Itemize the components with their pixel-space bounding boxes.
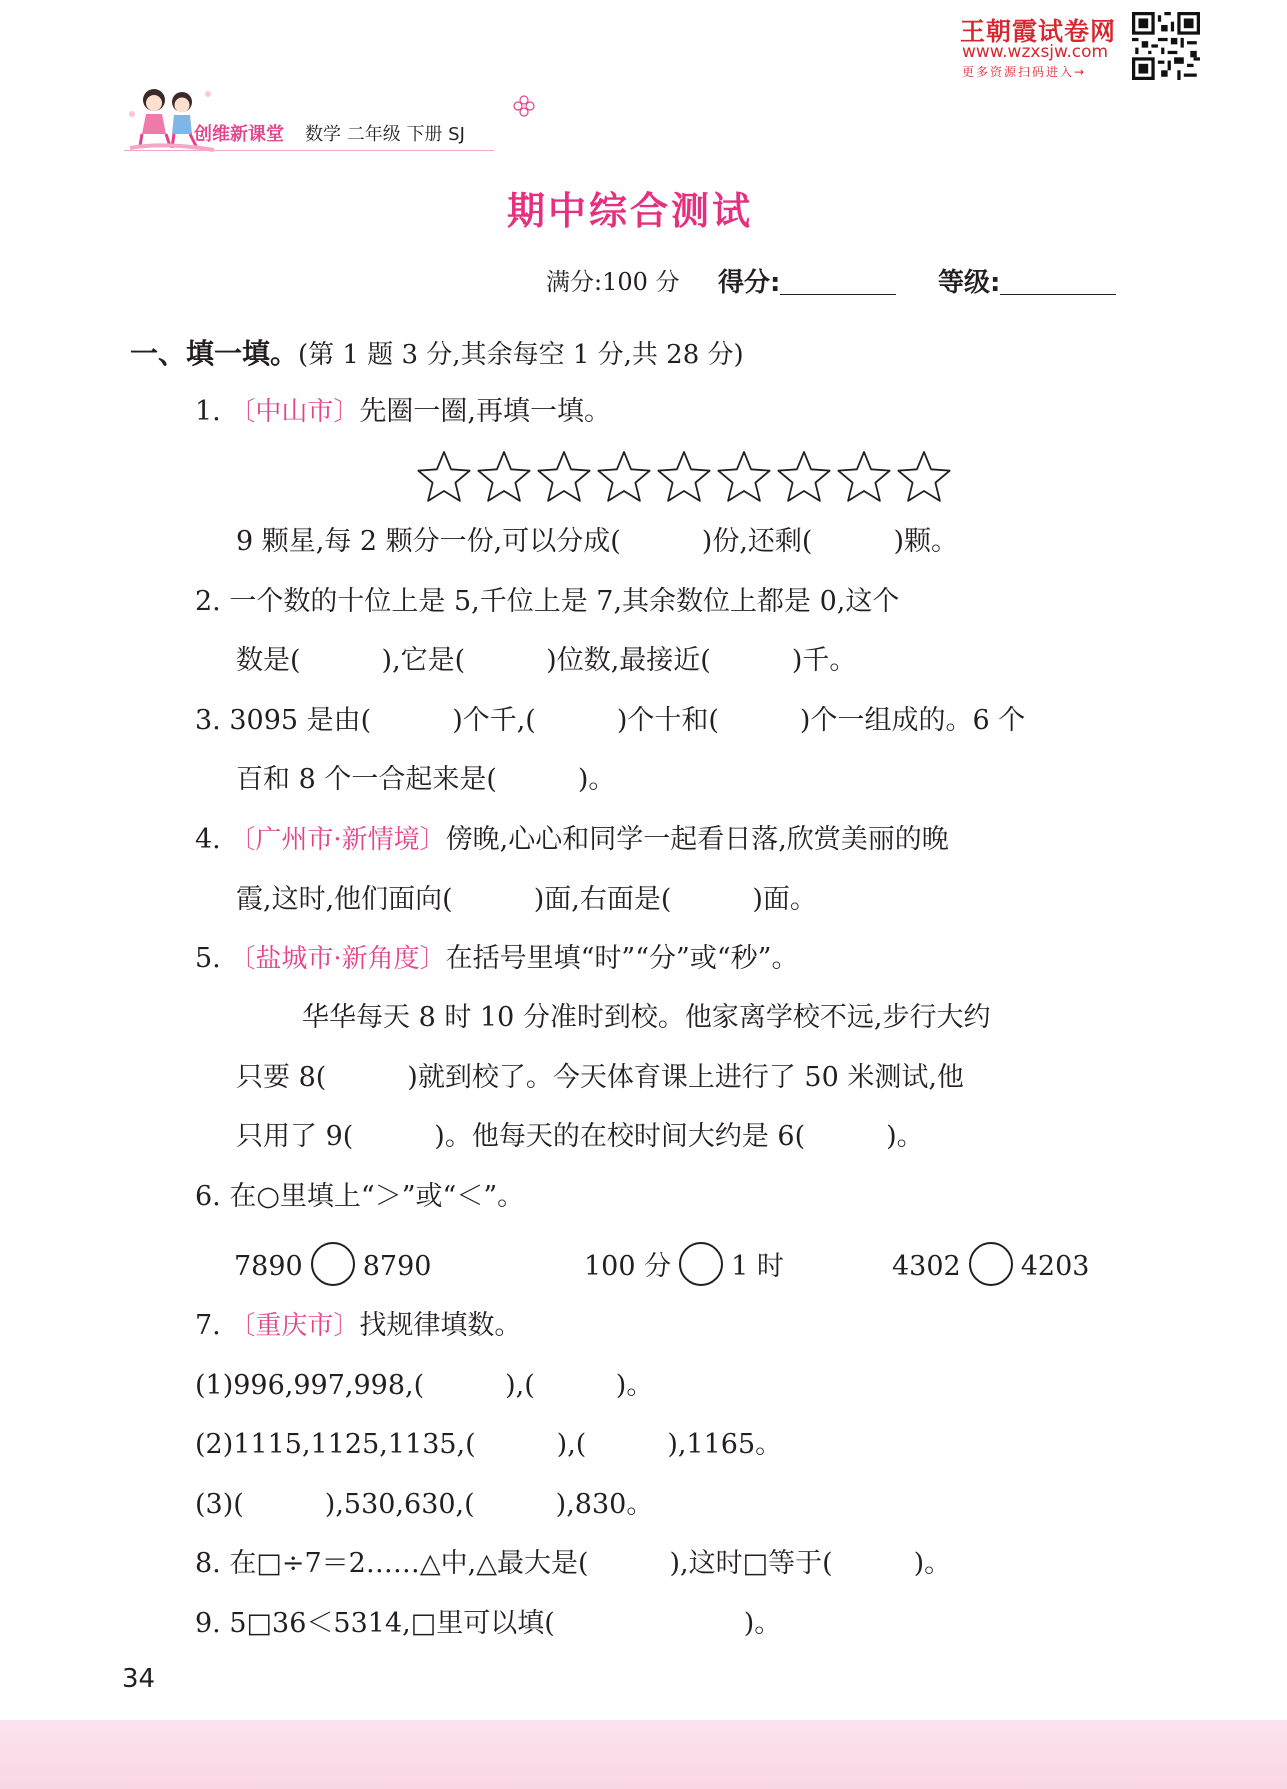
compare-right: 1 时: [731, 1251, 784, 1282]
compare-item-2: [584, 1242, 784, 1287]
star-icon: [598, 452, 649, 501]
compare-left: 7890: [234, 1251, 303, 1282]
star-icon: [538, 452, 589, 501]
question-2-line-2: 数是( ),它是( )位数,最接近( )千。: [236, 645, 857, 676]
question-text: 找规律填数。: [359, 1310, 522, 1341]
source-tag: 〔重庆市〕: [229, 1311, 360, 1341]
source-tag: 〔盐城市·新角度〕: [229, 944, 446, 974]
question-text: 先圈一圈,再填一填。: [359, 396, 611, 427]
question-1: [195, 392, 611, 432]
star-icon: [658, 452, 709, 501]
source-tag: 〔广州市·新情境〕: [229, 825, 446, 855]
flower-icon: [512, 94, 536, 118]
question-text: 3095 是由( )个千,( )个十和( )个一组成的。6 个: [229, 705, 1026, 736]
grade-label: 等级:: [938, 268, 1001, 298]
compare-left: 100 分: [584, 1251, 672, 1282]
question-text: 傍晚,心心和同学一起看日落,欣赏美丽的晚: [445, 824, 949, 855]
question-3: [195, 701, 1025, 741]
score-field[interactable]: [718, 262, 896, 299]
question-7-part-2: (2)1115,1125,1135,( ),( ),1165。: [195, 1429, 783, 1460]
question-number: 1.: [195, 396, 221, 427]
question-number: 3.: [195, 705, 221, 736]
question-number: 6.: [195, 1181, 221, 1212]
star-icon: [838, 452, 889, 501]
star-row: [414, 448, 954, 506]
series-name: 创维新课堂: [194, 124, 284, 145]
page-number: 34: [122, 1664, 156, 1694]
footer-band: [0, 1720, 1287, 1789]
star-icon: [778, 452, 829, 501]
question-3-line-2: 百和 8 个一合起来是( )。: [236, 764, 616, 795]
header-divider: [124, 150, 494, 151]
score-label: 得分:: [718, 268, 781, 298]
section-score-note: (第 1 题 3 分,其余每空 1 分,共 28 分): [298, 340, 744, 370]
question-8: [195, 1544, 951, 1584]
score-blank[interactable]: [780, 294, 896, 295]
page-title: 期中综合测试: [506, 189, 753, 233]
brand-more-text: 更多资源扫码进入→: [962, 65, 1087, 79]
question-number: 7.: [195, 1310, 221, 1341]
compare-item-3: [892, 1242, 1089, 1287]
compare-left: 4302: [892, 1251, 961, 1282]
question-number: 5.: [195, 943, 221, 974]
question-5-passage-3: 只用了 9( )。他每天的在校时间大约是 6( )。: [236, 1121, 924, 1152]
star-icon: [418, 452, 469, 501]
question-text: 一个数的十位上是 5,千位上是 7,其余数位上都是 0,这个: [229, 586, 900, 617]
star-icon: [718, 452, 769, 501]
question-text: 在○里填上“＞”或“＜”。: [229, 1181, 525, 1212]
question-9: [195, 1604, 781, 1644]
compare-item-1: [234, 1242, 431, 1287]
compare-circle[interactable]: [679, 1242, 723, 1286]
section-heading: [130, 334, 744, 375]
question-7-part-1: (1)996,997,998,( ),( )。: [195, 1370, 654, 1401]
question-7-part-3: (3)( ),530,630,( ),830。: [195, 1489, 654, 1520]
question-text: 5□36＜5314,□里可以填( )。: [229, 1608, 782, 1639]
grade-blank[interactable]: [1000, 294, 1116, 295]
star-icon: [898, 452, 949, 501]
question-7: [195, 1306, 521, 1346]
question-5: [195, 939, 798, 979]
source-tag: 〔中山市〕: [229, 397, 360, 427]
question-1-fill: 9 颗星,每 2 颗分一份,可以分成( )份,还剩( )颗。: [236, 526, 958, 557]
question-5-passage-2: 只要 8( )就到校了。今天体育课上进行了 50 米测试,他: [236, 1062, 964, 1093]
question-text: 在□÷7＝2……△中,△最大是( ),这时□等于( )。: [229, 1548, 952, 1579]
question-number: 2.: [195, 586, 221, 617]
compare-circle[interactable]: [311, 1242, 355, 1286]
brand-logo-text: 王朝霞试卷网: [960, 17, 1117, 46]
grade-field[interactable]: [938, 262, 1116, 299]
question-6: [195, 1177, 524, 1217]
question-text: 在括号里填“时”“分”或“秒”。: [445, 943, 799, 974]
question-number: 4.: [195, 824, 221, 855]
question-5-passage-1: 华华每天 8 时 10 分准时到校。他家离学校不远,步行大约: [302, 1002, 991, 1033]
question-number: 9.: [195, 1608, 221, 1639]
question-4-line-2: 霞,这时,他们面向( )面,右面是( )面。: [236, 884, 817, 915]
question-number: 8.: [195, 1548, 221, 1579]
compare-right: 4203: [1020, 1251, 1090, 1282]
section-title: 一、填一填。: [130, 337, 299, 370]
question-4: [195, 820, 949, 860]
qr-code-icon[interactable]: [1132, 12, 1200, 80]
compare-circle[interactable]: [969, 1242, 1013, 1286]
full-score: 满分:100 分: [546, 268, 680, 296]
star-icon: [478, 452, 529, 501]
book-info: 数学 二年级 下册 SJ: [305, 124, 465, 145]
compare-right: 8790: [362, 1251, 432, 1282]
brand-url[interactable]: www.wzxsjw.com: [962, 42, 1109, 62]
question-2: [195, 582, 899, 622]
